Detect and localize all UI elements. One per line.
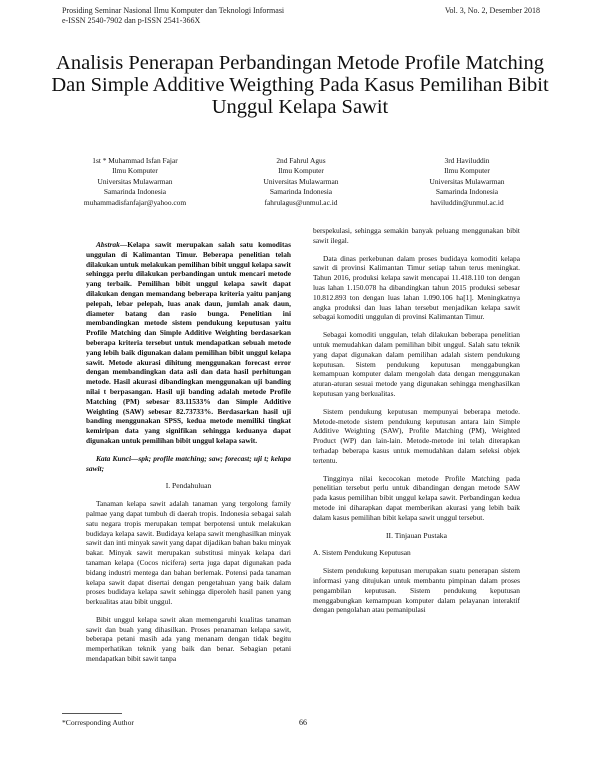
author-city: Samarinda Indonesia — [103, 187, 167, 197]
journal-name: Prosiding Seminar Nasional Ilmu Komputer dan Teknologi Informasi — [62, 6, 285, 15]
author-email[interactable]: muhammadisfanfajar@yahoo.com — [83, 197, 187, 207]
author-univ: Universitas Mulawarman — [97, 176, 173, 186]
author-3 — [382, 156, 552, 208]
footnote-rule — [62, 713, 122, 714]
footnote-corresponding-author: *Corresponding Author — [62, 718, 134, 727]
page-number: 66 — [299, 718, 307, 727]
journal-volume: Vol. 3, No. 2, Desember 2018 — [444, 6, 540, 15]
intro-paragraph-3: Data dinas perkebunan dalam proses budidaya komoditi kelapa sawit di provinsi Kalimantan Timur setiap tahun terus meningkat. Tahun 2016, produksi kelapa sawit mencapai 11.418.110 ton dengan luas lahan 1.150.078 ha dibandingkan tahun 2015 produksi sebesar 10.812.893 ton dengan luas lahan 1.090.106 ha[1]. Meningkatnya angka produksi dan luas lahan tersebut menjadikan kelapa sawit sebagai komoditi unggulan di provinsi Kalimantan Timur. — [313, 253, 520, 322]
author-city: Samarinda Indonesia — [435, 187, 499, 197]
paper-title: Analisis Penerapan Perbandingan Metode Profile Matching Dan Simple Additive Weigthing Pada Kasus Pemilihan Bibit Unggul Kelapa Sawit — [51, 52, 549, 118]
right-column — [313, 226, 520, 623]
keywords: Kata Kunci—spk; profile matching; saw; forecast; uji t; kelapa sawit; — [86, 453, 291, 473]
left-column — [86, 240, 291, 672]
author-2 — [216, 156, 386, 208]
author-dept: Ilmu Komputer — [444, 166, 490, 176]
author-dept: Ilmu Komputer — [278, 166, 324, 176]
abstract — [86, 240, 291, 446]
author-1 — [50, 156, 220, 208]
author-name: 3rd Haviluddin — [444, 156, 490, 165]
journal-issn: e-ISSN 2540-7902 dan p-ISSN 2541-366X — [62, 16, 201, 25]
abstract-text: —Kelapa sawit merupakan salah satu komoditas unggulan di Kalimantan Timur. Beberapa penelitian telah dilakukan untuk melakukan pemilihan bibit unggul kelapa sawit sehingga perlu dilakukan perbandingan untuk mencari metode yang terbaik. Pemilihan bibit unggul kelapa sawit dapat dilakukan dengan memandang beberapa kriteria yaitu panjang pelepah, lebar pelepah, luas anak daun, jumlah anak daun, diameter batang dan rasio bunga. Penelitian ini membandingkan metode sistem pendukung keputusan yaitu Profile Matching dan Simple Additive Weighting berdasarkan beberapa kriteria tersebut untuk mendapatkan sebuah metode yang lebih baik digunakan dalam pemilihan bibit unggul kelapa sawit. Metode akurasi dihitung menggunakan forecast error dengan membandingkan data asli dan data hasil perhitungan metode. Hasil akurasi dibandingkan menggunakan uji banding nilai t berpasangan. Hasil uji banding adalah metode Profile Matching (PM) sebesar 83.11533% dan Simple Additive Weighting (SAW) sebesar 82.73733%. Berdasarkan hasil uji banding menggunakan SPSS, kedua metode memiliki tingkat kemiripan data yang signifikan sehingga keduanya dapat digunakan untuk pemilihan bibit unggul kelapa sawit. — [86, 240, 291, 445]
author-name: 2nd Fahrul Agus — [276, 156, 326, 165]
author-univ: Universitas Mulawarman — [263, 176, 339, 186]
author-dept: Ilmu Komputer — [112, 166, 158, 176]
section-heading-tinjauan-pustaka: II. Tinjauan Pustaka — [386, 530, 447, 540]
intro-paragraph-1: Tanaman kelapa sawit adalah tanaman yang tergolong family palmae yang dapat tumbuh di daerah tropis. Indonesia sebagai salah satu negara tropis merupakan tempat berpotensi untuk melakukan budidaya kelapa sawit. Budidaya kelapa sawit menghasilkan minyak sawit dan inti minyak sawit yang dapat dijadikan bahan baku minyak bakar. Minyak sawit merupakan substitusi minyak kelapa dari tanaman kelapa (Cocos nicifera) serta juga dapat digunakan pada bidang industri mentega dan bahan berlemak. Potensi pada tanaman kelapa sawit dapat disertai dengan pengetahuan yang baik dalam proses budidaya kelapa sawit sehingga diperoleh hasil panen yang berkualitas atau bibit unggul. — [86, 499, 291, 607]
intro-paragraph-4: Sebagai komoditi unggulan, telah dilakukan beberapa penelitian untuk memudahkan dalam pemilihan bibit unggul. Salah satu teknik yang dapat digunakan dalam pemilihan adalah sistem pendukung keputusan. Sistem pendukung keputusan menggabungkan kemampuan komputer dalam mengolah data dengan menggunakan aturan-aturan sesuai metode yang digunakan sehingga menghasilkan keputusan yang berkualitas. — [313, 330, 520, 398]
intro-paragraph-2: Bibit unggul kelapa sawit akan memengaruhi kualitas tanaman sawit dan buah yang dihasilkan. Proses penanaman kelapa sawit, beberapa petani masih ada yang menanam dengan tidak begitu memperhatikan teknik yang baik dan benar. Sebagian petani mendapatkan bibit sawit tanpa — [86, 614, 291, 664]
intro-paragraph-6: Tingginya nilai kecocokan metode Profile Matching pada penelitian tersebut perlu untuk dibandingan dengan metode SAW pada kasus pemilihan bibit unggul kelapa sawit. Perbandingan kedua metode ini diharapkan dapat memberikan akurasi yang lebih baik dalam kasus pemilihan bibit kelapa sawit unggul tersebut. — [313, 473, 520, 522]
author-email[interactable]: fahrulagus@unmul.ac.id — [264, 197, 338, 207]
author-name: 1st * Muhammad Isfan Fajar — [92, 156, 178, 165]
abstract-label: Abstrak — [96, 240, 120, 249]
intro-paragraph-5: Sistem pendukung keputusan mempunyai beberapa metode. Metode-metode sistem pendukung keputusan antara lain Simple Additive Weighting (SAW), Profile Matching (PM), Weighted Product (WP) dan lain-lain. Metode-metode ini telah diterapkan terhadap beberapa kasus untuk memudahkan dalam seleksi objek tertentu. — [313, 406, 520, 465]
journal-info — [62, 6, 392, 26]
author-univ: Universitas Mulawarman — [429, 176, 505, 186]
author-email[interactable]: haviluddin@unmul.ac.id — [430, 197, 504, 207]
spk-paragraph: Sistem pendukung keputusan merupakan suatu penerapan sistem informasi yang ditujukan untuk membantu pimpinan dalam proses pengambilan keputusan. Sistem pendukung keputusan menggabungkan kemampuan komputer dalam pelayanan interaktif dengan pengolahan atau pemanipulasi — [313, 566, 520, 615]
subsection-heading-spk: A. Sistem Pendukung Keputusan — [313, 548, 411, 558]
intro-paragraph-2-continued: berspekulasi, sehingga semakin banyak peluang menggunakan bibit sawit ilegal. — [313, 226, 520, 245]
author-city: Samarinda Indonesia — [269, 187, 333, 197]
section-heading-pendahuluan: I. Pendahuluan — [165, 481, 212, 491]
